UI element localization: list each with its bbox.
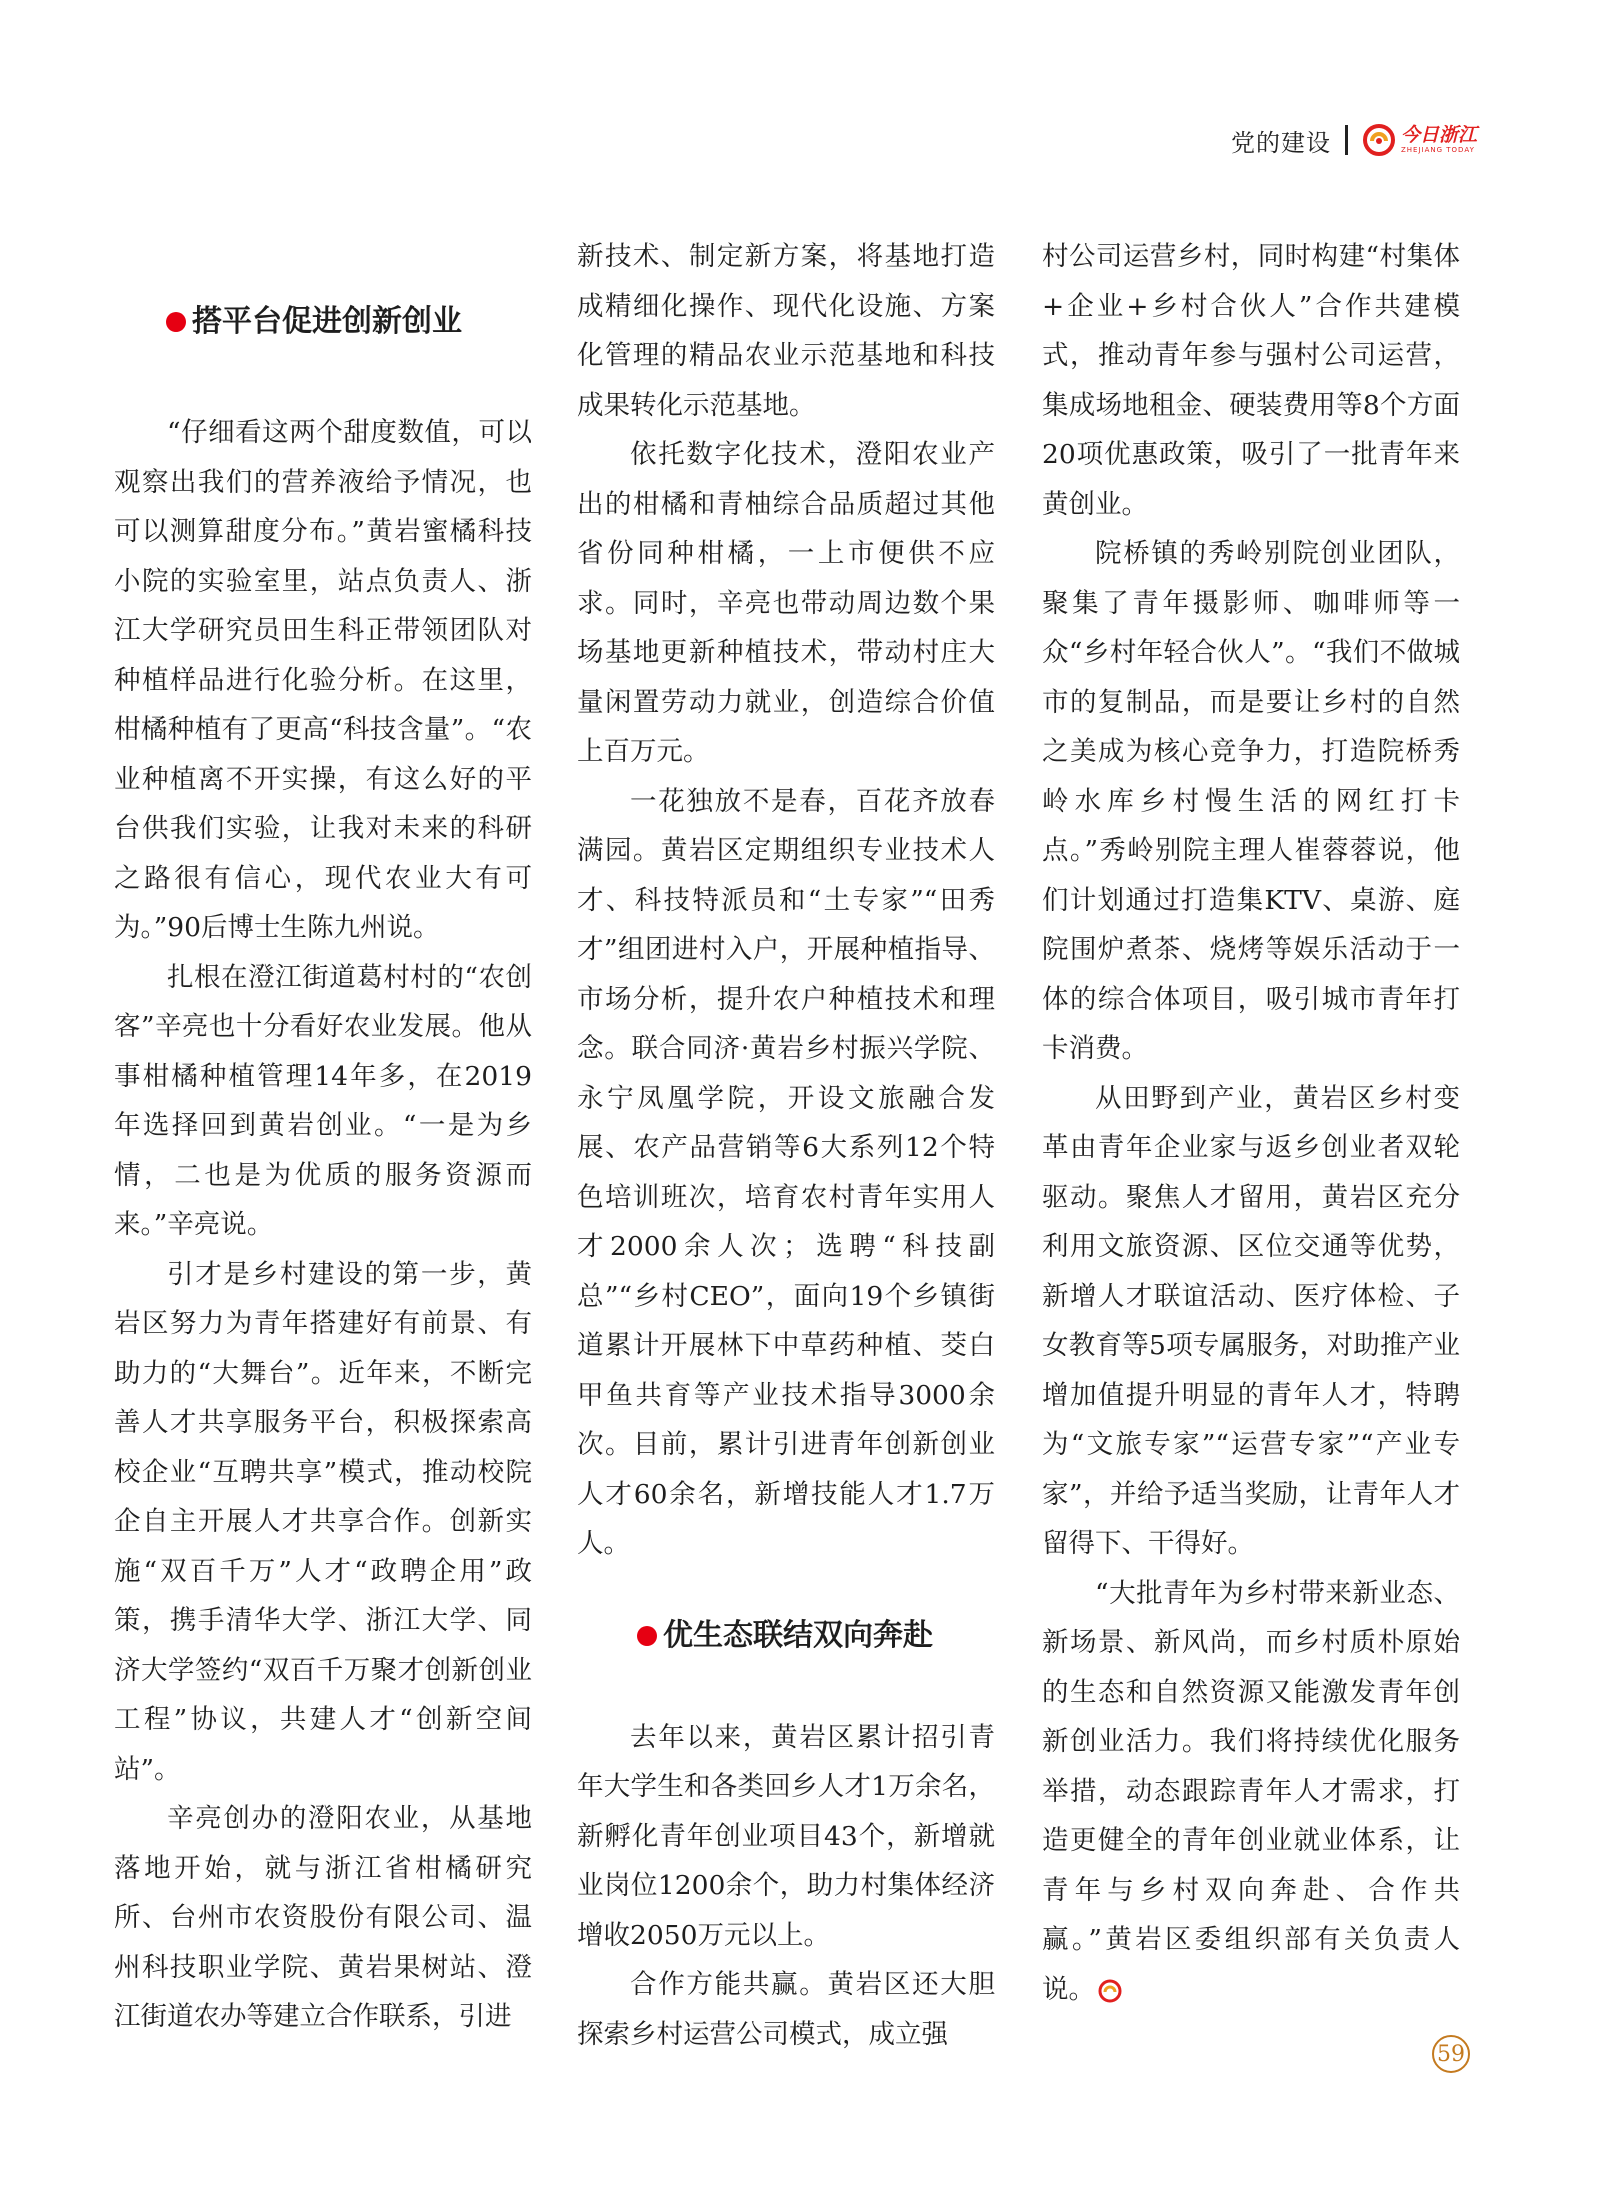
- paragraph: 去年以来，黄岩区累计招引青年大学生和各类回乡人才1万余名，新孵化青年创业项目43个，新增就业岗位1200余个，助力村集体经济增收2050万元以上。: [577, 1721, 995, 1951]
- magazine-logo: [1362, 123, 1477, 157]
- logo-title: 今日浙江: [1400, 124, 1477, 146]
- swirl-logo-icon: [1362, 123, 1396, 157]
- paragraph: 依托数字化技术，澄阳农业产出的柑橘和青柚综合品质超过其他省份同种柑橘，一上市便供不应求。同时，辛亮也带动周边数个果场基地更新种植技术，带动村庄大量闲置劳动力就业，创造综合价值上百万元。: [577, 439, 995, 767]
- column-1: [114, 232, 532, 2042]
- paragraph: 扎根在澄江街道葛村村的“农创客”辛亮也十分看好农业发展。他从事柑橘种植管理14年多，在2019年选择回到黄岩创业。“一是为乡情，二也是为优质的服务资源而来。”辛亮说。: [114, 961, 532, 1240]
- paragraph-text: “大批青年为乡村带来新业态、新场景、新风尚，而乡村质朴原始的生态和自然资源又能激发青年创新创业活力。我们将持续优化服务举措，动态跟踪青年人才需求，打造更健全的青年创业就业体系，让青年与乡村双向奔赴、合作共赢。”黄岩区委组织部有关负责人说。: [1042, 1577, 1460, 2005]
- paragraph: 一花独放不是春，百花齐放春满园。黄岩区定期组织专业技术人才、科技特派员和“土专家”“田秀才”组团进村入户，开展种植指导、市场分析，提升农户种植技术和理念。联合同济·黄岩乡村振兴学院、永宁凤凰学院，开设文旅融合发展、农产品营销等6大系列12个特色培训班次，培育农村青年实用人才2000余人次；选聘“科技副总”“乡村CEO”，面向19个乡镇街道累计开展林下中草药种植、茭白甲鱼共育等产业技术指导3000余次。目前，累计引进青年创新创业人才60余名，新增技能人才1.7万人。: [577, 785, 995, 1559]
- header-divider: [1345, 125, 1348, 155]
- paragraph: 院桥镇的秀岭别院创业团队，聚集了青年摄影师、咖啡师等一众“乡村年轻合伙人”。“我们不做城市的复制品，而是要让乡村的自然之美成为核心竞争力，打造院桥秀岭水库乡村慢生活的网红打卡点。”秀岭别院主理人崔蓉蓉说，他们计划通过打造集KTV、桌游、庭院围炉煮茶、烧烤等娱乐活动于一体的综合体项目，吸引城市青年打卡消费。: [1042, 538, 1460, 1064]
- paragraph: 从田野到产业，黄岩区乡村变革由青年企业家与返乡创业者双轮驱动。聚焦人才留用，黄岩区充分利用文旅资源、区位交通等优势，新增人才联谊活动、医疗体检、子女教育等5项专属服务，对助推产业增加值提升明显的青年人才，特聘为“文旅专家”“运营专家”“产业专家”，并给予适当奖励，让青年人才留得下、干得好。: [1042, 1082, 1460, 1559]
- paragraph: 引才是乡村建设的第一步，黄岩区努力为青年搭建好有前景、有助力的“大舞台”。近年来，不断完善人才共享服务平台，积极探索高校企业“互聘共享”模式，推动校院企自主开展人才共享合作。创新实施“双百千万”人才“政聘企用”政策，携手清华大学、浙江大学、同济大学签约“双百千万聚才创新创业工程”协议，共建人才“创新空间站”。: [114, 1258, 532, 1785]
- subheading-ecology: [637, 1599, 995, 1673]
- logo-subtitle: ZHEJIANG TODAY: [1400, 146, 1475, 154]
- red-bullet-icon: [637, 1626, 657, 1646]
- section-name: 党的建设: [1230, 128, 1331, 157]
- paragraph: 合作方能共赢。黄岩区还大胆探索乡村运营公司模式，成立强: [577, 1969, 995, 2050]
- page-number: 59: [1432, 2035, 1470, 2073]
- column-3: [1042, 232, 1460, 2014]
- end-mark-icon: [1097, 1978, 1123, 2004]
- subheading-text: 优生态联结双向奔赴: [663, 1617, 933, 1653]
- paragraph-last: [1042, 1569, 1460, 2015]
- paragraph: 辛亮创办的澄阳农业，从基地落地开始，就与浙江省柑橘研究所、台州市农资股份有限公司、温州科技职业学院、黄岩果树站、澄江街道农办等建立合作联系，引进: [114, 1803, 532, 2032]
- subheading-platform: [166, 285, 532, 359]
- paragraph: 新技术、制定新方案，将基地打造成精细化操作、现代化设施、方案化管理的精品农业示范基地和科技成果转化示范基地。: [577, 241, 995, 421]
- page-header: [1231, 120, 1477, 160]
- subheading-text: 搭平台促进创新创业: [192, 304, 462, 340]
- red-bullet-icon: [166, 312, 186, 332]
- paragraph: 村公司运营乡村，同时构建“村集体+企业+乡村合伙人”合作共建模式，推动青年参与强村公司运营，集成场地租金、硬装费用等8个方面20项优惠政策，吸引了一批青年来黄创业。: [1042, 241, 1460, 520]
- column-2: [577, 232, 995, 2059]
- paragraph: “仔细看这两个甜度数值，可以观察出我们的营养液给予情况，也可以测算甜度分布。”黄岩蜜橘科技小院的实验室里，站点负责人、浙江大学研究员田生科正带领团队对种植样品进行化验分析。在这里，柑橘种植有了更高“科技含量”。“农业种植离不开实操，有这么好的平台供我们实验，让我对未来的科研之路很有信心，现代农业大有可为。”90后博士生陈九州说。: [114, 417, 532, 943]
